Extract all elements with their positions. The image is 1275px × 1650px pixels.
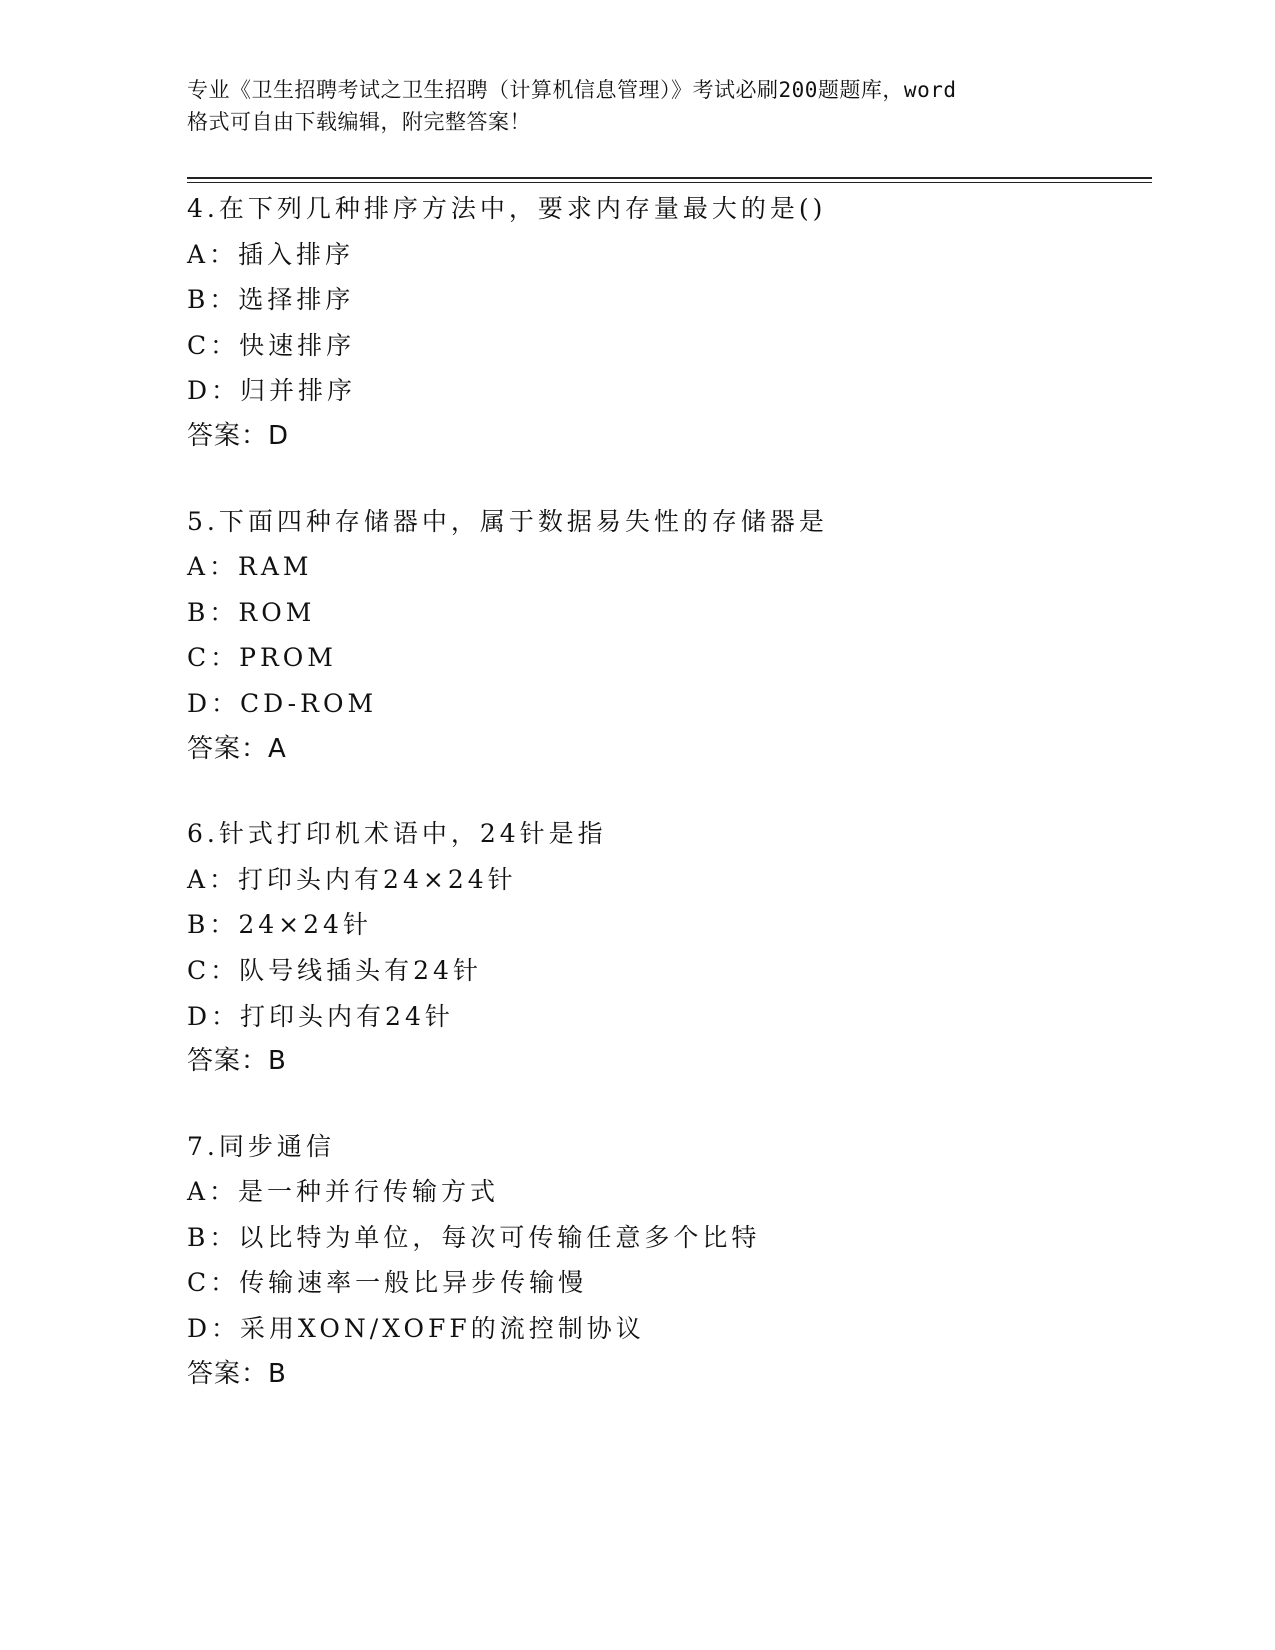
option-b: B：选择排序	[187, 285, 355, 315]
option-a: A：RAM	[187, 552, 313, 582]
option-c: C：队号线插头有24针	[187, 955, 482, 985]
question-stem: 5.下面四种存储器中，属于数据易失性的存储器是	[187, 506, 828, 536]
option-d: D：打印头内有24针	[187, 1001, 454, 1031]
option-a: A：打印头内有24×24针	[187, 864, 517, 894]
option-d: D：采用XON/XOFF的流控制协议	[187, 1314, 645, 1344]
question-stem: 7.同步通信	[187, 1131, 335, 1161]
header-line-1: 专业《卫生招聘考试之卫生招聘（计算机信息管理）》考试必刷200题题库，word	[187, 78, 957, 102]
option-a: A：插入排序	[187, 239, 355, 269]
question-item	[187, 1124, 1147, 1398]
option-d: D：CD-ROM	[187, 688, 378, 718]
answer: 答案：B	[187, 1358, 287, 1389]
option-b: B：以比特为单位，每次可传输任意多个比特	[187, 1222, 761, 1252]
question-list	[187, 186, 1147, 1436]
answer: 答案：A	[187, 733, 287, 764]
question-item	[187, 811, 1147, 1085]
question-item	[187, 186, 1147, 460]
option-c: C：传输速率一般比异步传输慢	[187, 1268, 588, 1298]
option-c: C：快速排序	[187, 330, 356, 360]
option-a: A：是一种并行传输方式	[187, 1177, 500, 1207]
option-b: B：24×24针	[187, 910, 372, 940]
header-rule-thin	[187, 182, 1152, 183]
header-line-2: 格式可自由下载编辑，附完整答案！	[187, 110, 531, 134]
header-rule-thick	[187, 177, 1152, 179]
question-item	[187, 499, 1147, 773]
option-b: B：ROM	[187, 597, 316, 627]
option-c: C：PROM	[187, 643, 337, 673]
document-header	[187, 74, 1087, 138]
question-stem: 6.针式打印机术语中，24针是指	[187, 819, 607, 849]
option-d: D：归并排序	[187, 376, 357, 406]
answer: 答案：B	[187, 1046, 287, 1077]
answer: 答案：D	[187, 420, 290, 451]
question-stem: 4.在下列几种排序方法中，要求内存量最大的是()	[187, 194, 827, 223]
